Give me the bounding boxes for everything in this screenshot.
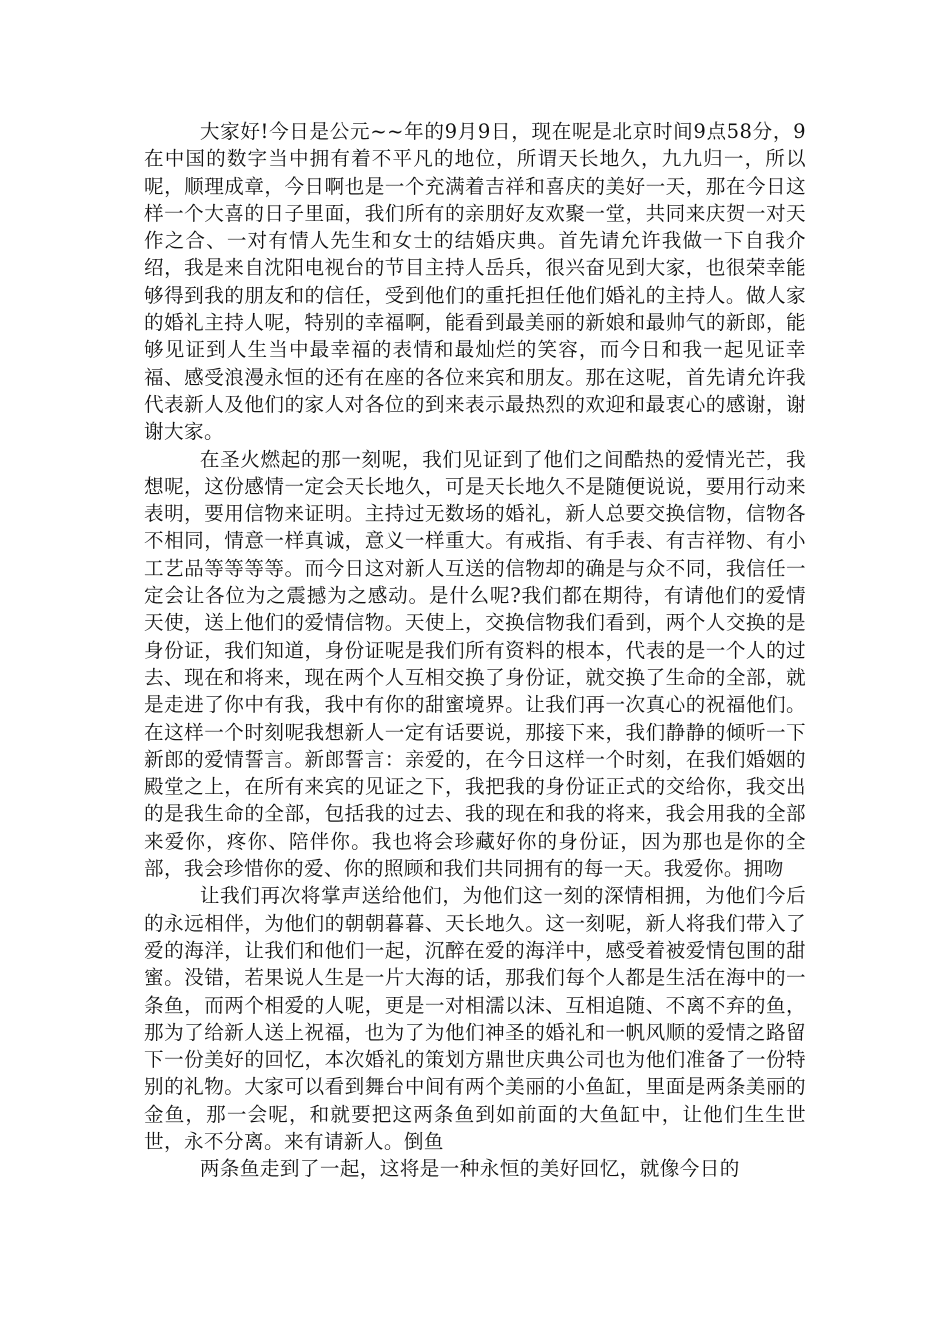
paragraph-exchange-tokens: 在圣火燃起的那一刻呢，我们见证到了他们之间酷热的爱情光芒，我想呢，这份感情一定会天长地久，可是天长地久不是随便说说，要用行动来表明，要用信物来证明。主持过无数场的婚礼，新人总要交换信物，信物各不相同，情意一样真诚，意义一样重大。有戒指、有手表、有吉祥物、有小工艺品等等等等。而今日这对新人互送的信物却的确是与众不同，我信任一定会让各位为之震撼为之感动。是什么呢?我们都在期待，有请他们的爱情天使，送上他们的爱情信物。天使上，交换信物我们看到，两个人交换的是身份证，我们知道，身份证呢是我们所有资料的根本，代表的是一个人的过去、现在和将来，现在两个人互相交换了身份证，就交换了生命的全部，就是走进了你中有我，我中有你的甜蜜境界。让我们再一次真心的祝福他们。在这样一个时刻呢我想新人一定有话要说，那接下来，我们静静的倾听一下新郎的爱情誓言。新郎誓言：亲爱的，在今日这样一个时刻，在我们婚姻的殿堂之上，在所有来宾的见证之下，我把我的身份证正式的交给你，我交出的是我生命的全部，包括我的过去、我的现在和我的将来，我会用我的全部来爱你，疼你、陪伴你。我也将会珍藏好你的身份证，因为那也是你的全部，我会珍惜你的爱、你的照顾和我们共同拥有的每一天。我爱你。拥吻: [144, 447, 806, 881]
paragraph-goldfish-ceremony: 让我们再次将掌声送给他们，为他们这一刻的深情相拥，为他们今后的永远相伴，为他们的朝朝暮暮、天长地久。这一刻呢，新人将我们带入了爱的海洋，让我们和他们一起，沉醉在爱的海洋中，感受着被爱情包围的甜蜜。没错，若果说人生是一片大海的话，那我们每个人都是生活在海中的一条鱼，而两个相爱的人呢，更是一对相濡以沫、互相追随、不离不弃的鱼，那为了给新人送上祝福，也为了为他们神圣的婚礼和一帆风顺的爱情之路留下一份美好的回忆，本次婚礼的策划方鼎世庆典公司也为他们准备了一份特别的礼物。大家可以看到舞台中间有两个美丽的小鱼缸，里面是两条美丽的金鱼，那一会呢，和就要把这两条鱼到如前面的大鱼缸中，让他们生生世世，永不分离。来有请新人。倒鱼: [144, 884, 806, 1153]
document-body: [144, 118, 806, 1183]
paragraph-closing-fragment: 两条鱼走到了一起，这将是一种永恒的美好回忆，就像今日的: [199, 1157, 740, 1181]
paragraph-opening-speech: 大家好!今日是公元~~年的9月9日，现在呢是北京时间9点58分，9在中国的数字当中拥有着不平凡的地位，所谓天长地久，九九归一，所以呢，顺理成章，今日啊也是一个充满着吉祥和喜庆的美好一天，那在今日这样一个大喜的日子里面，我们所有的亲朋好友欢聚一堂，共同来庆贺一对天作之合、一对有情人先生和女士的结婚庆典。首先请允许我做一下自我介绍，我是来自沈阳电视台的节目主持人岳兵，很兴奋见到大家，也很荣幸能够得到我的朋友和的信任，受到他们的重托担任他们婚礼的主持人。做人家的婚礼主持人呢，特别的幸福啊，能看到最美丽的新娘和最帅气的新郎，能够见证到人生当中最幸福的表情和最灿烂的笑容，而今日和我一起见证幸福、感受浪漫永恒的还有在座的各位来宾和朋友。那在这呢，首先请允许我代表新人及他们的家人对各位的到来表示最热烈的欢迎和最衷心的感谢，谢谢大家。: [144, 120, 806, 444]
